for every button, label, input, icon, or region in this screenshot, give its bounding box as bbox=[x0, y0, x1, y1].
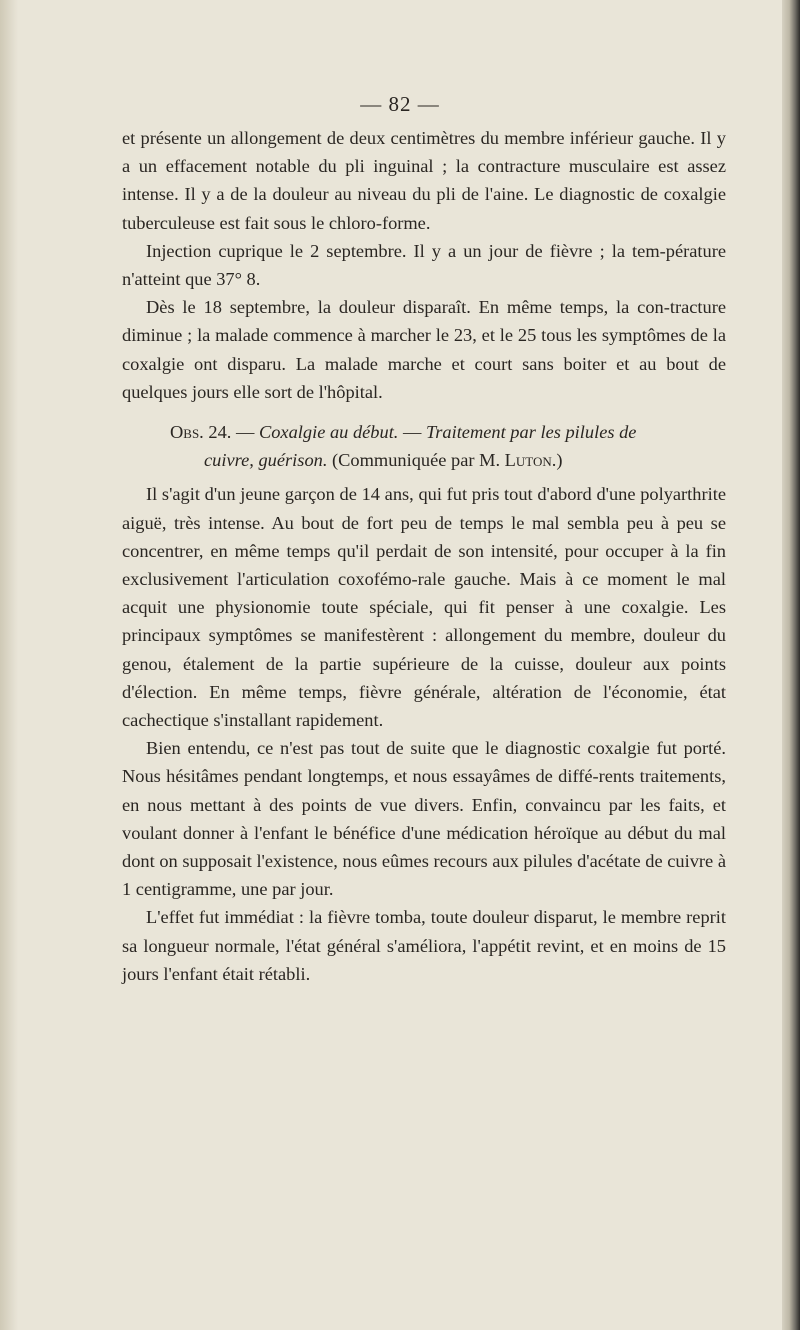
observation-close: .) bbox=[551, 450, 563, 471]
observation-title: Traitement par les pilules de bbox=[426, 422, 637, 443]
observation-title: Coxalgie au début. bbox=[258, 422, 399, 443]
observation-dash: — bbox=[398, 422, 427, 443]
paragraph: L'effet fut immédiat : la fièvre tomba, toute douleur disparut, le membre reprit sa longueur normale, l'état général s'améliora, l'appétit revint, et en moins de 15 jours l'enfant était rétabli. bbox=[122, 907, 726, 984]
observation-dash: — bbox=[231, 422, 259, 443]
paragraph: Bien entendu, ce n'est pas tout de suite que le diagnostic coxalgie fut porté. Nous hésitâmes pendant longtemps, et nous essayâmes de diffé-rents traitements, en nous mettant à des points de vue divers. Enfin, convaincu par les faits, et voulant donner à l'enfant le bénéfice d'une médication héroïque au début du mal dont on supposait l'existence, nous eûmes recours aux pilules d'acétate de cuivre à 1 centigramme, une par jour. bbox=[122, 738, 726, 900]
observation-heading-continuation bbox=[146, 446, 726, 474]
paragraph: et présente un allongement de deux centimètres du membre inférieur gauche. Il y a un effacement notable du pli inguinal ; la contracture musculaire est assez intense. Il y a de la douleur au niveau du pli de l'aine. Le diagnostic de coxalgie tuberculeuse est fait sous le chloro-forme. bbox=[122, 128, 726, 233]
observation-author: Luton bbox=[504, 450, 552, 471]
observation-heading bbox=[122, 418, 726, 474]
page-gutter-shadow bbox=[0, 0, 18, 1330]
paragraph: Dès le 18 septembre, la douleur disparaît. En même temps, la con-tracture diminue ; la malade commence à marcher le 23, et le 25 tous les symptômes de la coxalgie ont disparu. La malade marche et court sans boiter et au bout de quelques jours elle sort de l'hôpital. bbox=[122, 297, 726, 402]
observation-communicated: (Communiquée par M. bbox=[327, 450, 505, 471]
observation-title: cuivre, guérison. bbox=[204, 450, 328, 471]
paragraph: Injection cuprique le 2 septembre. Il y a un jour de fièvre ; la tem-pérature n'atteint que 37° 8. bbox=[122, 240, 726, 290]
paragraph: Il s'agit d'un jeune garçon de 14 ans, qui fut pris tout d'abord d'une polyarthrite aiguë, très intense. Au bout de fort peu de temps le mal sembla peu à peu se concentrer, en même temps qu'il perdait de son intensité, pour occuper à la fin exclusivement l'articulation coxofémo-rale gauche. Mais à ce moment le mal acquit une physionomie toute spéciale, qui fit penser à une coxalgie. Les principaux symptômes se manifestèrent : allongement du membre, douleur du genou, étalement de la partie supérieure de la cuisse, douleur aux points d'élection. En même temps, fièvre générale, altération de l'économie, état cachectique s'installant rapidement. bbox=[122, 484, 726, 731]
observation-label: Obs. 24. bbox=[170, 422, 232, 443]
body-text bbox=[122, 124, 726, 988]
page-edge bbox=[782, 0, 800, 1330]
page-number: — 82 — bbox=[360, 92, 440, 116]
